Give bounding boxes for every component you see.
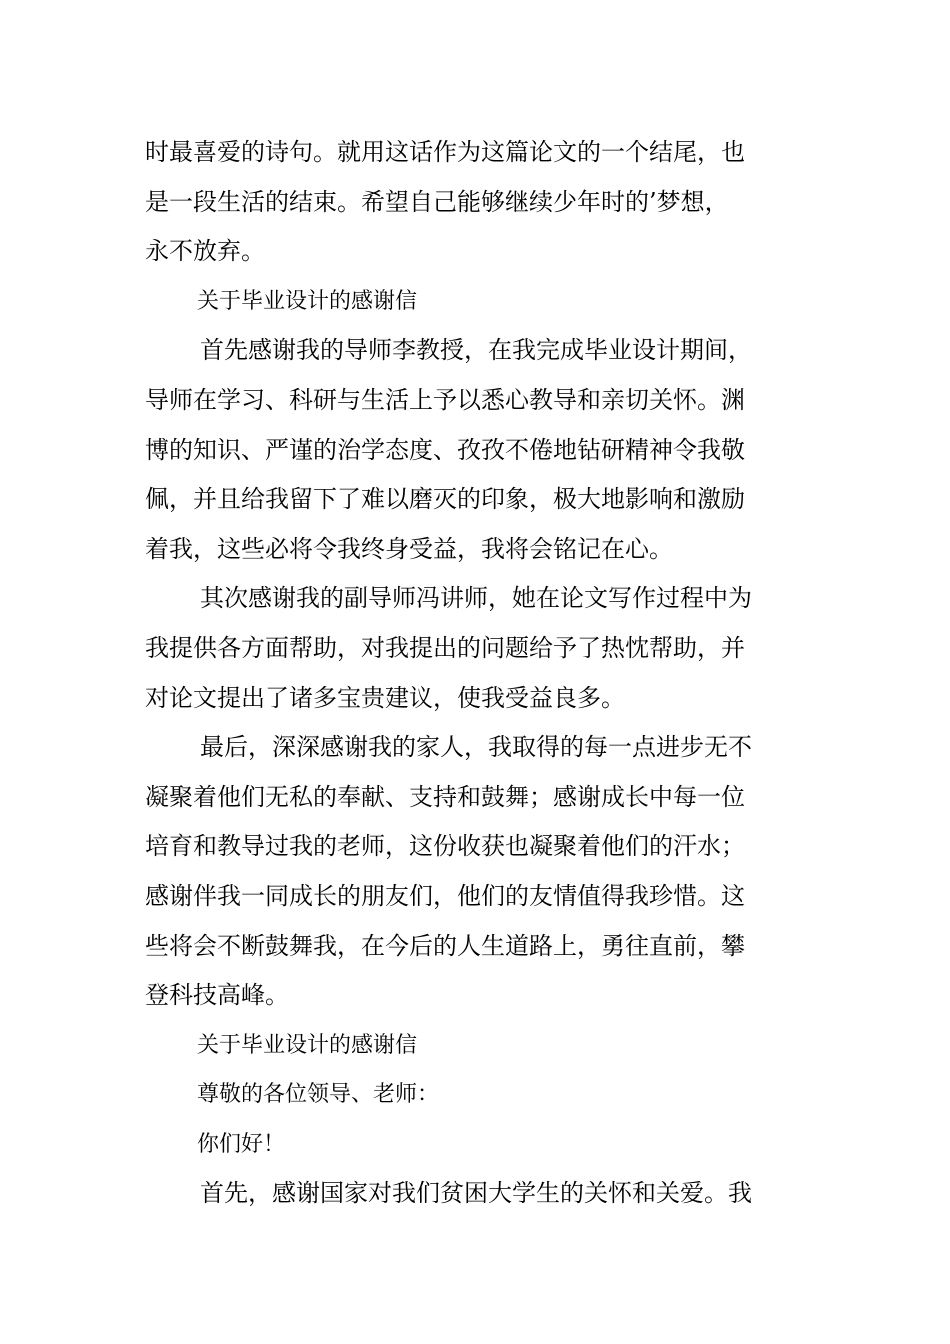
paragraph-line: 些将会不断鼓舞我，在今后的人生道路上，勇往直前，攀 — [145, 931, 745, 960]
paragraph-line: 佩，并且给我留下了难以磨灭的印象，极大地影响和激励 — [145, 485, 745, 514]
paragraph-line: 我提供各方面帮助，对我提出的问题给予了热忱帮助，并 — [145, 633, 745, 662]
paragraph-line: 永不放弃。 — [145, 237, 265, 266]
paragraph-line: 凝聚着他们无私的奉献、支持和鼓舞；感谢成长中每一位 — [145, 782, 745, 811]
document-body — [145, 128, 810, 1219]
paragraph-line: 时最喜爱的诗句。就用这话作为这篇论文的一个结尾，也 — [145, 138, 745, 166]
paragraph-line: 最后，深深感谢我的家人，我取得的每一点进步无不 — [200, 733, 752, 762]
paragraph-line: 首先，感谢国家对我们贫困大学生的关怀和关爱。我 — [200, 1179, 752, 1208]
greeting: 你们好！ — [197, 1131, 286, 1157]
salutation: 尊敬的各位领导、老师： — [197, 1082, 440, 1108]
paragraph-line: 首先感谢我的导师李教授，在我完成毕业设计期间， — [200, 336, 752, 365]
paragraph-line: 是一段生活的结束。希望自己能够继续少年时的’梦想， — [145, 187, 729, 216]
paragraph-line: 感谢伴我一同成长的朋友们，他们的友情值得我珍惜。这 — [145, 881, 745, 910]
section-heading: 关于毕业设计的感谢信 — [197, 1032, 418, 1058]
paragraph-line: 培育和教导过我的老师，这份收获也凝聚着他们的汗水； — [145, 832, 745, 861]
paragraph-line: 其次感谢我的副导师冯讲师，她在论文写作过程中为 — [200, 584, 752, 613]
section-heading: 关于毕业设计的感谢信 — [197, 288, 418, 314]
paragraph-line: 登科技高峰。 — [145, 981, 289, 1010]
paragraph-line: 对论文提出了诸多宝贵建议，使我受益良多。 — [145, 683, 625, 712]
paragraph-line: 博的知识、严谨的治学态度、孜孜不倦地钻研精神令我敬 — [145, 435, 745, 464]
paragraph-line: 着我，这些必将令我终身受益，我将会铭记在心。 — [145, 534, 673, 563]
paragraph-line: 导师在学习、科研与生活上予以悉心教导和亲切关怀。渊 — [145, 385, 745, 414]
